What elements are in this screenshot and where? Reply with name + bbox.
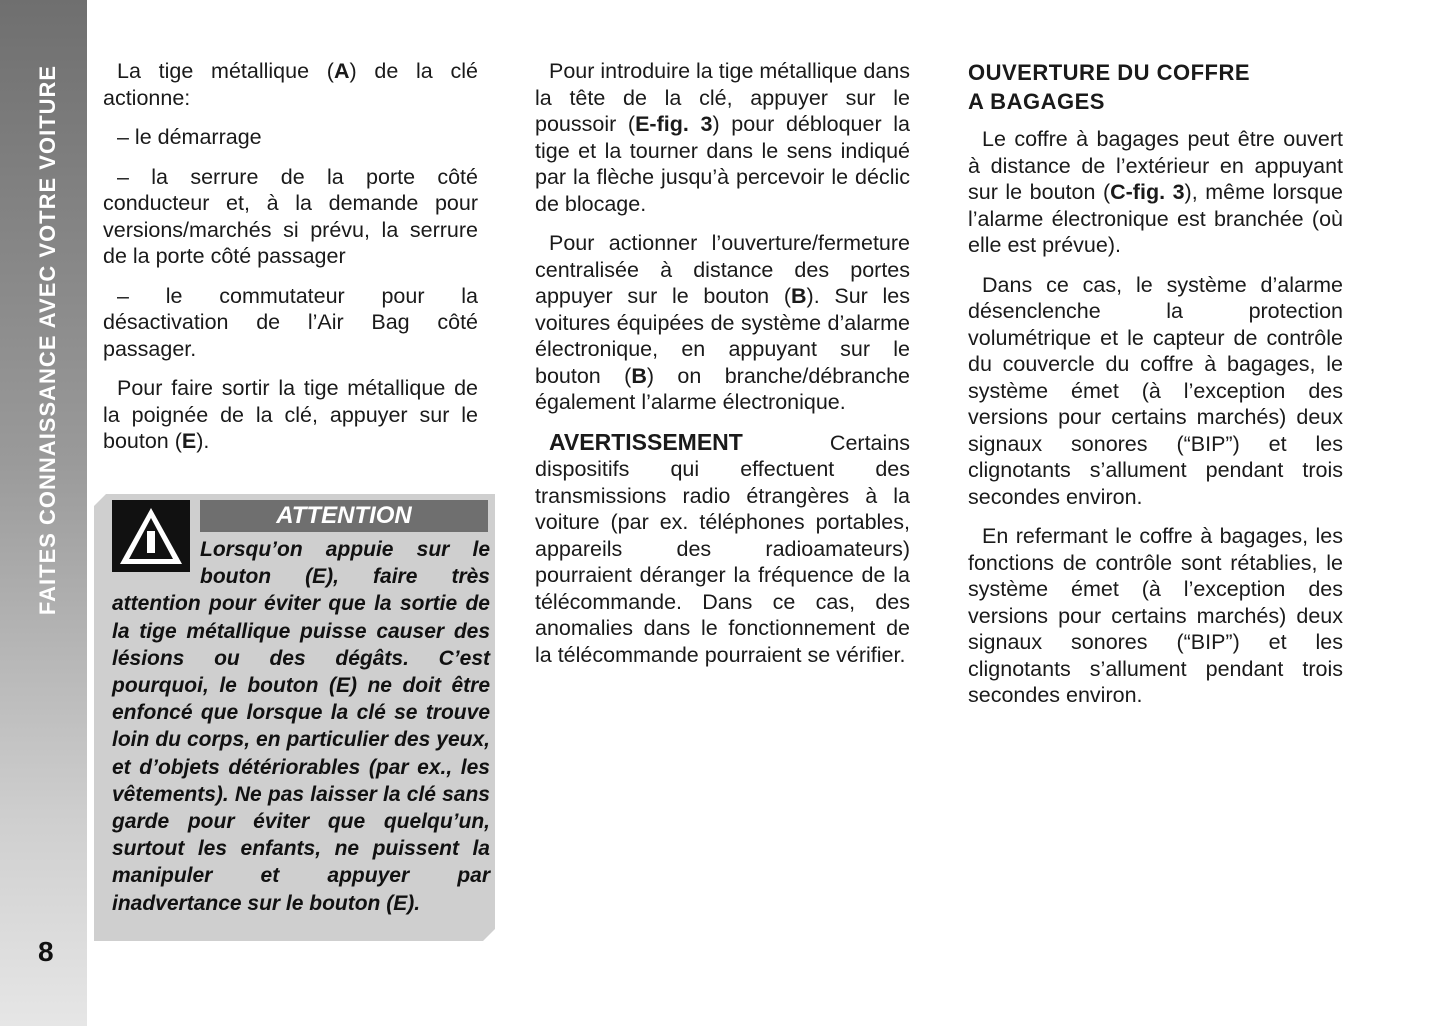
attention-title: ATTENTION [200, 500, 488, 532]
paragraph-tige: La tige métallique (A) de la clé actionne: [103, 59, 478, 110]
column-1 [103, 58, 478, 468]
sidebar [0, 0, 87, 1026]
list-item-serrure: – la serrure de la porte côté conducteur et, à la demande pour versions/marchés si prévu, la serrure de la porte côté passager [103, 164, 478, 268]
list-item-commutateur: – le commutateur pour la désactivation de l’Air Bag côté passager. [103, 283, 478, 361]
attention-box [94, 494, 495, 941]
list-item-demarrage: – le démarrage [117, 125, 262, 149]
paragraph-refermant: En refermant le coffre à bagages, les fonctions de contrôle sont rétablies, le système émet (à l’exception des versions pour certains marchés) deux signaux sonores (“BIP”) et les clignotants s’allument pendant trois secondes environ. [968, 524, 1343, 707]
paragraph-introduire-tige: Pour introduire la tige métallique dans la tête de la clé, appuyer sur le poussoir (E-fig. 3) pour débloquer la tige et la tourner dans le sens indiqué par la flèche jusqu’à percevoir le déclic de blocage. [535, 59, 910, 216]
section-heading: OUVERTURE DU COFFRE A BAGAGES [968, 60, 1251, 114]
page-number: 8 [38, 936, 54, 967]
label-a: A [333, 59, 350, 83]
paragraph-alarme: Dans ce cas, le système d’alarme désenclenche la protection volumétrique et le capteur de contrôle du couvercle du coffre à bagages, le système émet (à l’exception des versions pour certains marchés) deux signaux sonores (“BIP”) et les clignotants s’allument pendant trois secondes environ. [968, 272, 1343, 509]
paragraph-ouverture-centralisee: Pour actionner l’ouverture/fermeture centralisée à distance des portes appuyer sur le bouton (B). Sur les voitures équipées de système d’alarme électronique, en appuyant sur le bouton (B) on branche/débranche également l’alarme électronique. [535, 231, 910, 414]
column-2 [535, 58, 910, 681]
column-3 [968, 58, 1343, 722]
ref-c-fig3: C-fig. 3 [1110, 180, 1185, 204]
ref-e-fig3: E-fig. 3 [635, 112, 713, 136]
avertissement-label: AVERTISSEMENT [549, 428, 743, 455]
section-title: FAITES CONNAISSANCE AVEC VOTRE VOITURE [35, 64, 60, 616]
paragraph-avertissement: AVERTISSEMENT Certains dispositifs qui effectuent des transmissions radio étrangères à la voiture (par ex. téléphones portables, appareils des radioamateurs) pourraient déranger la fréquence de la télécommande. Dans ce cas, des anomalies dans le fonctionnement de la télécommande pourraient se vérifier. [535, 428, 910, 667]
paragraph-coffre-ouvert: Le coffre à bagages peut être ouvert à distance de l’extérieur en appuyant sur le bouton (C-fig. 3), même lorsque l’alarme électronique est branchée (où elle est prévue). [968, 127, 1343, 257]
attention-text: Lorsqu’on appuie sur le bouton (E), faire très attention pour éviter que la sortie de la tige métallique puisse causer des lésions ou des dégâts. C’est pourquoi, le bouton (E) ne doit être enfoncé que lorsque la clé se trouve loin du corps, en particulier des yeux, et d’objets détériorables (par ex., les vêtements). Ne pas laisser la clé sans garde pour éviter que quelqu’un, surtout les enfants, ne puissent la manipuler et appuyer par inadvertance sur le bouton (E). [112, 538, 490, 915]
paragraph-sortir-tige: Pour faire sortir la tige métallique de la poignée de la clé, appuyer sur le bouton (E). [103, 376, 478, 453]
label-e: E [181, 429, 197, 453]
